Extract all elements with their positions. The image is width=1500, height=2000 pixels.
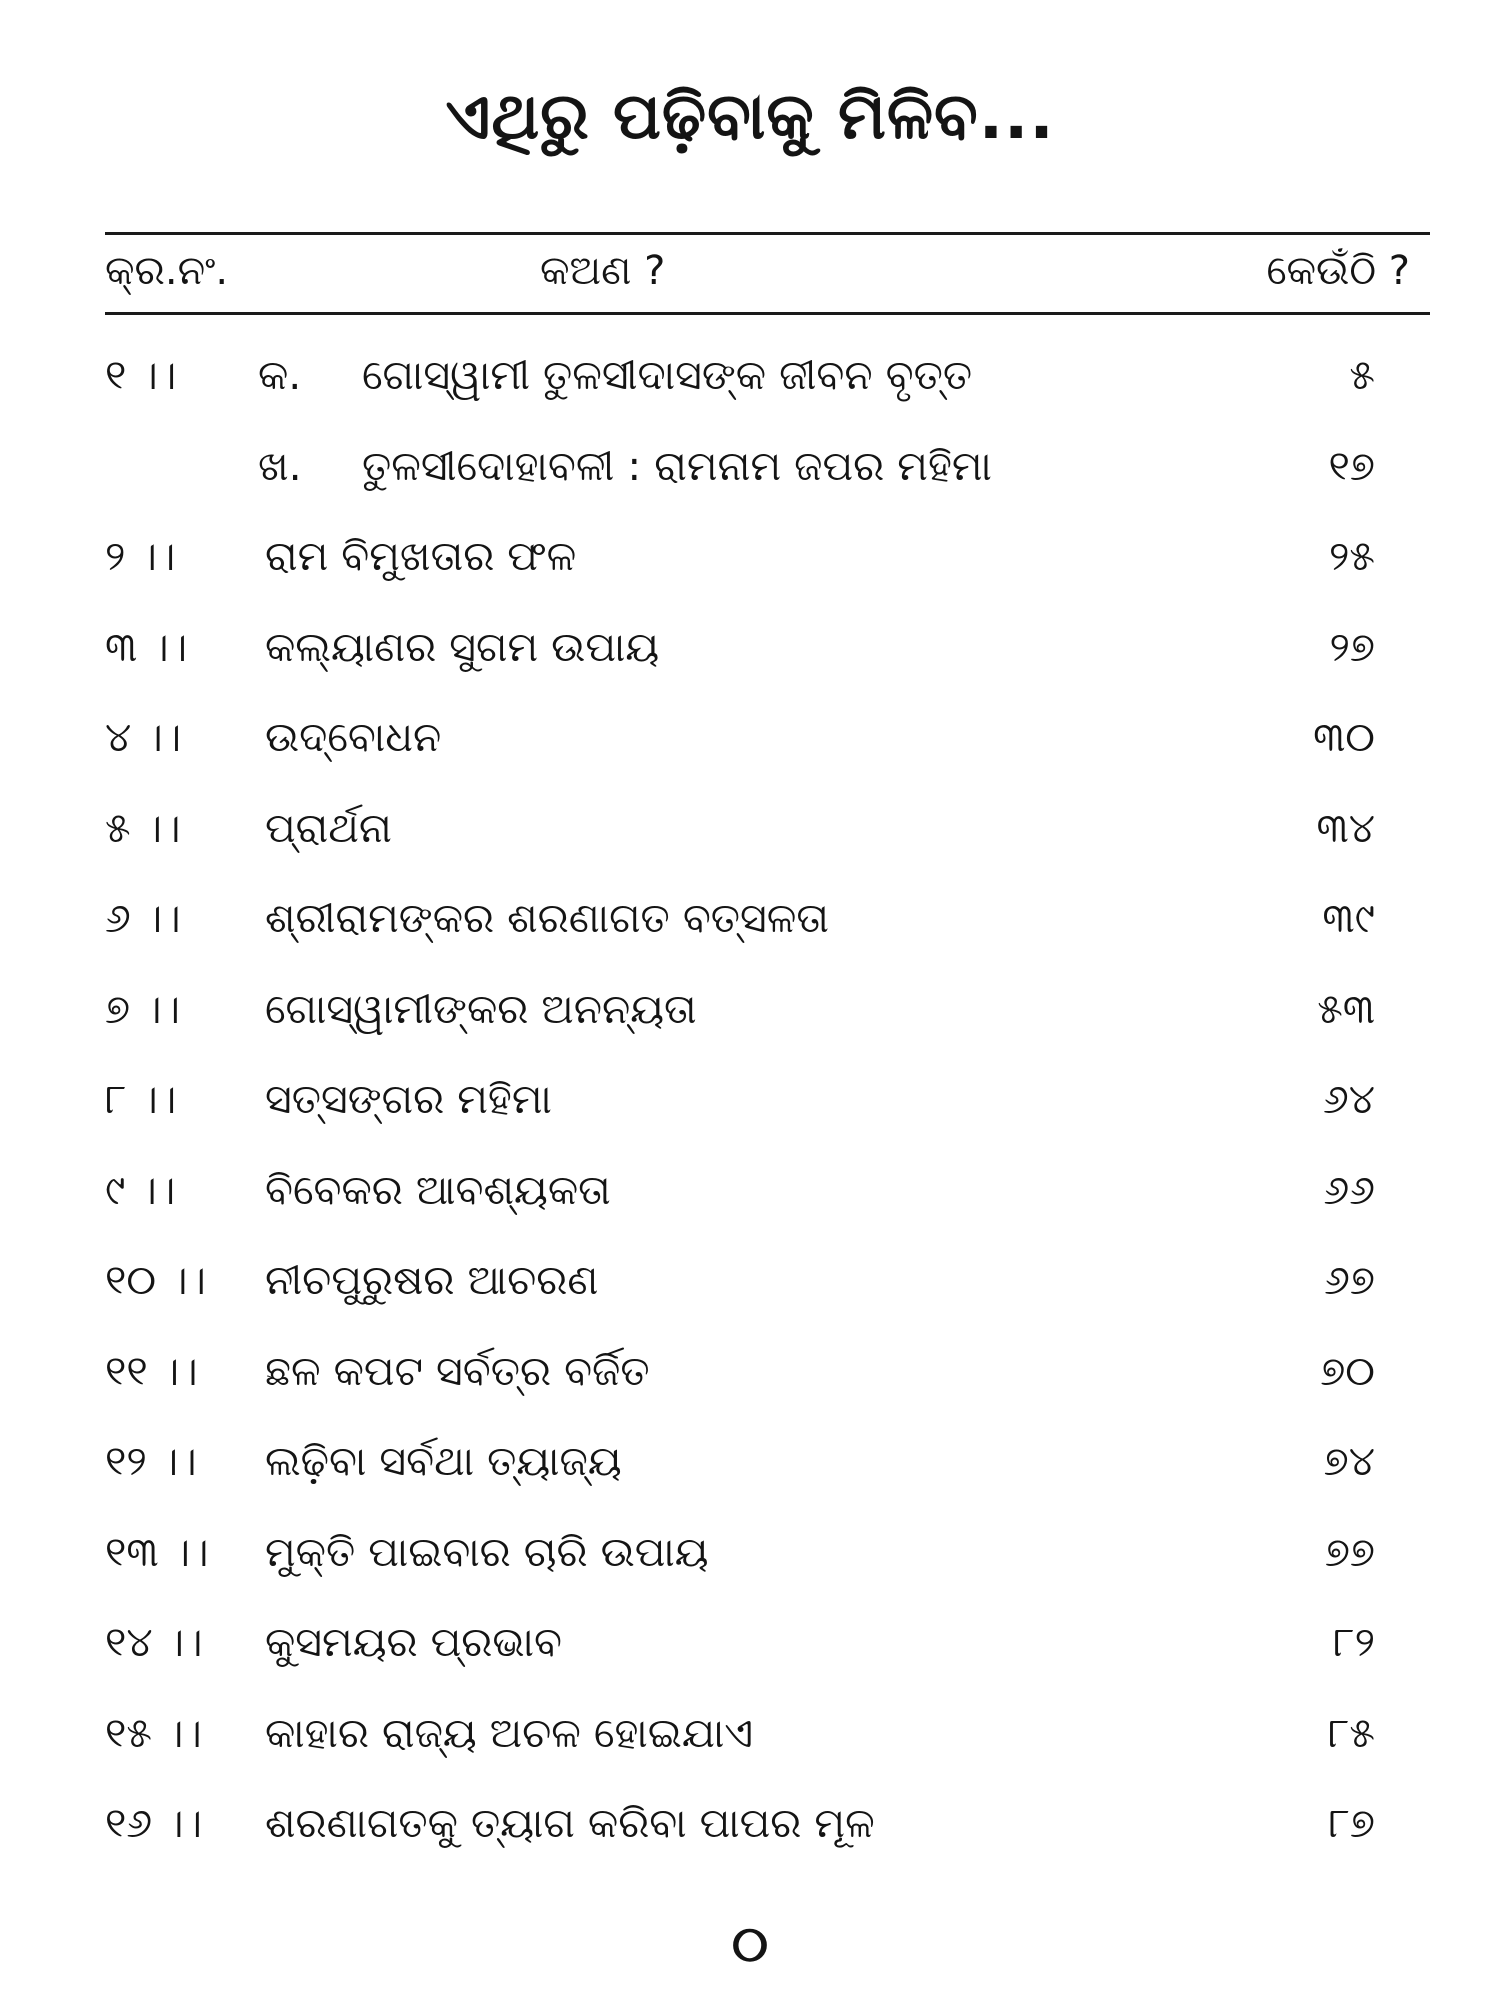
toc-row bbox=[0, 1326, 1500, 1417]
page-folio: ୦ bbox=[731, 1915, 769, 1973]
header-top-rule bbox=[105, 232, 1430, 235]
page-number: ୫୩ bbox=[1317, 984, 1375, 1033]
serial-number: ୪ ।। bbox=[105, 713, 182, 761]
toc-row bbox=[0, 1507, 1500, 1598]
toc-row bbox=[0, 873, 1500, 964]
page-number: ୫ bbox=[1349, 351, 1375, 399]
column-header bbox=[0, 248, 1500, 304]
serial-number: ୧୨ ।। bbox=[105, 1437, 197, 1485]
page-number: ୭୦ bbox=[1320, 1346, 1375, 1395]
toc-row bbox=[0, 1688, 1500, 1779]
chapter-title: କଲ୍ୟାଣର ସୁଗମ ଉପାୟ bbox=[265, 622, 660, 671]
page-number: ୭୭ bbox=[1324, 1527, 1375, 1576]
chapter-title: ପ୍ରାର୍ଥନା bbox=[265, 803, 392, 852]
toc-row bbox=[0, 692, 1500, 783]
header-bottom-rule bbox=[105, 312, 1430, 315]
chapter-title: ରାମ ବିମୁଖତାର ଫଳ bbox=[265, 532, 577, 580]
chapter-title: ଉଦ୍‌ବୋଧନ bbox=[265, 713, 442, 761]
serial-column-header: କ୍ର.ନଂ. bbox=[105, 248, 229, 294]
serial-number: ୧୪ ।। bbox=[105, 1618, 203, 1666]
chapter-title: ନୀଚପୁରୁଷର ଆଚରଣ bbox=[265, 1256, 599, 1304]
page-number: ୭୪ bbox=[1323, 1437, 1375, 1485]
chapter-title: ଶ୍ରୀରାମଙ୍କର ଶରଣାଗତ ବତ୍ସଳତା bbox=[265, 894, 829, 942]
serial-number: ୧୧ ।। bbox=[105, 1346, 198, 1395]
toc-row bbox=[0, 421, 1500, 512]
chapter-title: ବିବେକର ଆବଶ୍ୟକତା bbox=[265, 1165, 611, 1214]
toc-row bbox=[0, 964, 1500, 1055]
chapter-title: ଲଢ଼ିବା ସର୍ବଥା ତ୍ୟାଜ୍ୟ bbox=[265, 1437, 622, 1485]
sub-item-marker: ଖ. bbox=[258, 441, 302, 490]
page-column-header: କେଉଁଠି ? bbox=[1266, 248, 1410, 294]
serial-number: ୧୦ ।। bbox=[105, 1256, 206, 1304]
page-number: ୩୦ bbox=[1313, 713, 1375, 761]
page-number: ୬୪ bbox=[1322, 1075, 1375, 1123]
chapter-title: ସତ୍‌ସଙ୍ଗର ମହିମା bbox=[265, 1075, 552, 1123]
toc-row bbox=[0, 330, 1500, 421]
serial-number: ୮ ।। bbox=[105, 1075, 177, 1123]
page-number: ୬୬ bbox=[1323, 1165, 1375, 1214]
chapter-title: କୁସମୟର ପ୍ରଭାବ bbox=[265, 1618, 562, 1666]
toc-list bbox=[0, 330, 1500, 1869]
title-column-header: କଅଣ ? bbox=[540, 248, 666, 294]
serial-number: ୯ ।। bbox=[105, 1165, 176, 1214]
page-number: ୧୭ bbox=[1328, 441, 1375, 490]
page-number: ୮୨ bbox=[1333, 1618, 1375, 1666]
toc-row bbox=[0, 1778, 1500, 1869]
page-number: ୨୫ bbox=[1328, 532, 1375, 580]
sub-item-marker: କ. bbox=[258, 351, 302, 399]
chapter-title: ମୁକ୍ତି ପାଇବାର ଚାରି ଉପାୟ bbox=[265, 1527, 709, 1576]
page-number: ୬୭ bbox=[1324, 1256, 1375, 1304]
serial-number: ୭ ।। bbox=[105, 984, 181, 1033]
toc-row bbox=[0, 511, 1500, 602]
toc-row bbox=[0, 1416, 1500, 1507]
toc-row bbox=[0, 1597, 1500, 1688]
serial-number: ୫ ।। bbox=[105, 803, 181, 852]
serial-number: ୧୫ ।। bbox=[105, 1708, 202, 1757]
chapter-title: ଗୋସ୍ୱାମୀଙ୍କର ଅନନ୍ୟତା bbox=[265, 984, 697, 1033]
page-number: ୩୪ bbox=[1316, 803, 1375, 852]
serial-number: ୬ ।। bbox=[105, 894, 181, 942]
chapter-title: ଶରଣାଗତକୁ ତ୍ୟାଗ କରିବା ପାପର ମୂଳ bbox=[265, 1799, 875, 1847]
serial-number: ୧୩ ।। bbox=[105, 1527, 209, 1576]
serial-number: ୩ ।। bbox=[105, 622, 188, 671]
serial-number: ୧ ।। bbox=[105, 351, 177, 399]
page-number: ୩୯ bbox=[1322, 894, 1375, 942]
chapter-title: ଗୋସ୍ୱାମୀ ତୁଳସୀଦାସଙ୍କ ଜୀବନ ବୃତ୍ତ bbox=[362, 351, 973, 399]
toc-row bbox=[0, 602, 1500, 693]
chapter-title: ତୁଳସୀଦୋହାବଳୀ : ରାମନାମ ଜପର ମହିମା bbox=[362, 441, 992, 490]
toc-row bbox=[0, 1145, 1500, 1236]
serial-number: ୨ ।। bbox=[105, 532, 176, 580]
toc-row bbox=[0, 1054, 1500, 1145]
page-title: ଏଥିରୁ ପଢ଼ିବାକୁ ମିଳିବ... bbox=[445, 80, 1055, 154]
chapter-title: ଛଳ କପଟ ସର୍ବତ୍ର ବର୍ଜିତ bbox=[265, 1346, 650, 1395]
page-number: ୮୫ bbox=[1328, 1708, 1375, 1757]
toc-row bbox=[0, 1235, 1500, 1326]
chapter-title: କାହାର ରାଜ୍ୟ ଅଚଳ ହୋଇଯାଏ bbox=[265, 1708, 754, 1757]
serial-number: ୧୬ ।। bbox=[105, 1799, 203, 1847]
page-number: ୨୭ bbox=[1329, 622, 1375, 671]
toc-row bbox=[0, 783, 1500, 874]
page-number: ୮୭ bbox=[1328, 1799, 1375, 1847]
